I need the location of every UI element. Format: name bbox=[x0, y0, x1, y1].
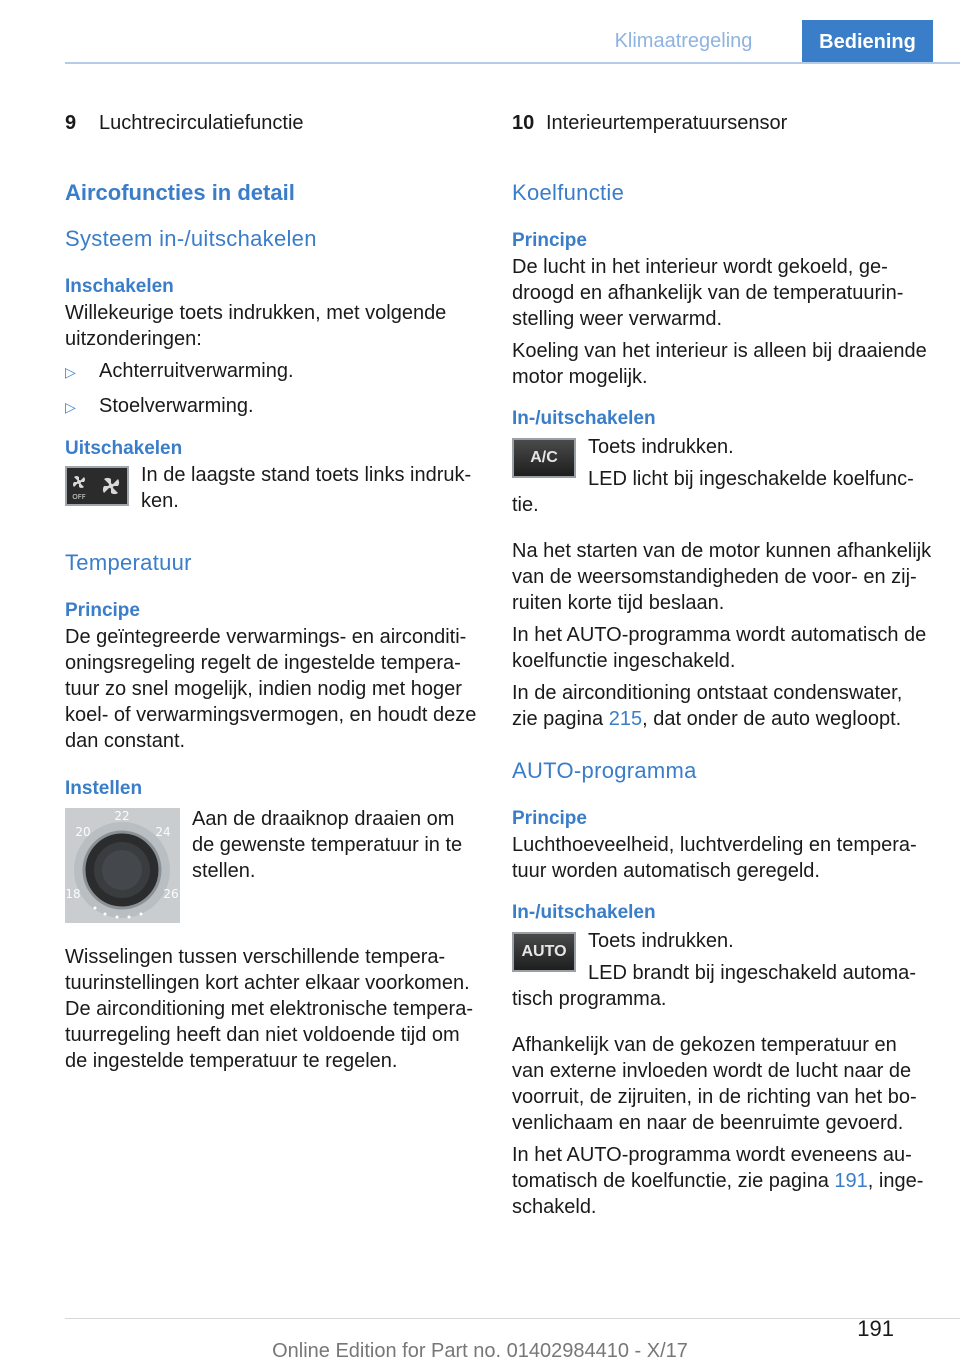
inschakelen-text: Willekeurige toets indrukken, met volgende uitzonderingen: bbox=[65, 302, 447, 350]
dial-label: 18 bbox=[65, 887, 81, 901]
text-span: , ingeschakeld. bbox=[512, 1170, 924, 1218]
right-column bbox=[512, 110, 932, 1226]
page-number: 191 bbox=[857, 1316, 894, 1341]
ac-button-image bbox=[512, 438, 576, 478]
koel-p2: Koeling van het interieur is alleen bij draaiende motor mogelijk. bbox=[512, 340, 927, 388]
triangle-bullet-icon: ▷ bbox=[65, 399, 76, 415]
fan-off-button-image bbox=[65, 466, 129, 511]
page-link-191[interactable]: 191 bbox=[834, 1170, 868, 1192]
ac-line1: Toets indrukken. bbox=[588, 436, 734, 458]
heading-uitschakelen: Uitschakelen bbox=[65, 438, 183, 459]
header-section-label: Klimaatregeling bbox=[614, 30, 753, 52]
edition-text: Online Edition for Part no. 01402984410 - X/17 bbox=[272, 1340, 688, 1362]
heading-aircofuncties: Aircofuncties in detail bbox=[65, 180, 295, 205]
uitschakelen-block bbox=[65, 462, 479, 520]
temperature-dial-image bbox=[65, 808, 180, 928]
heading-principe: Principe bbox=[512, 808, 587, 829]
auto-line1: Toets indrukken. bbox=[588, 930, 734, 952]
off-label: OFF bbox=[72, 493, 86, 501]
legend-number: 10 bbox=[512, 112, 535, 134]
heading-principe: Principe bbox=[512, 230, 587, 251]
heading-koelfunctie: Koelfunctie bbox=[512, 180, 625, 205]
heading-instellen: Instellen bbox=[65, 778, 143, 799]
dial-label: 22 bbox=[114, 809, 130, 823]
auto-block bbox=[512, 928, 932, 1018]
heading-temperatuur: Temperatuur bbox=[65, 550, 192, 575]
triangle-bullet-icon: ▷ bbox=[65, 364, 76, 380]
heading-auto-programma: AUTO-programma bbox=[512, 758, 697, 783]
instellen-text: Aan de draaiknop draaien om de gewenste temperatuur in te stellen. bbox=[192, 808, 463, 882]
heading-inuitschakelen: In-/uitschakelen bbox=[512, 902, 656, 923]
auto-line2: LED brandt bij ingeschakeld automatisch programma. bbox=[512, 962, 916, 1010]
koel-p1: De lucht in het interieur wordt gekoeld, gedroogd en afhankelijk van de temperatuurinstelling weer verwarmd. bbox=[512, 256, 904, 330]
heading-principe: Principe bbox=[65, 600, 140, 621]
dial-label: 24 bbox=[155, 825, 171, 839]
heading-systeem: Systeem in-/uitschakelen bbox=[65, 226, 317, 251]
list-item-text: Achterruitverwarming. bbox=[99, 360, 294, 382]
uitschakelen-text: In de laagste stand toets links indrukken. bbox=[141, 464, 472, 512]
temperature-dial-icon bbox=[65, 808, 180, 923]
dial-label: 20 bbox=[75, 825, 91, 839]
ac-block bbox=[512, 434, 932, 524]
footer-divider bbox=[65, 1318, 960, 1319]
auto-p2: Afhankelijk van de gekozen temperatuur en van externe invloeden wordt de lucht naar de voorruit, de zijruiten, in de richting van het bovenlichaam en naar de beenruimte gevoerd. bbox=[512, 1034, 917, 1134]
list-item bbox=[65, 393, 479, 420]
koel-p3: Na het starten van de motor kunnen afhankelijk van de weersomstandigheden de voor- en zijruiten korte tijd beslaan. bbox=[512, 540, 932, 614]
legend-item-9 bbox=[65, 110, 479, 136]
wisselingen-text: Wisselingen tussen verschillende temperatuurinstellingen kort achter elkaar voorkomen. De airconditioning met elektronische temperatuurregeling heeft dan niet voldoende tijd om de ingestelde temperatuur te regelen. bbox=[65, 946, 473, 1072]
auto-p3 bbox=[512, 1142, 932, 1220]
dial-label: 26 bbox=[163, 887, 179, 901]
legend-number: 9 bbox=[65, 112, 77, 134]
text-span: In de airconditioning ontstaat condenswater, zie pagina bbox=[512, 682, 903, 730]
instellen-block bbox=[65, 806, 479, 932]
heading-inuitschakelen: In-/uitschakelen bbox=[512, 408, 656, 429]
ac-button-label: A/C bbox=[512, 438, 576, 478]
page-header bbox=[65, 0, 960, 64]
auto-button-image bbox=[512, 932, 576, 972]
koel-p5 bbox=[512, 680, 932, 732]
text-span: In het AUTO-programma wordt eveneens automatisch de koelfunctie, zie pagina bbox=[512, 1144, 912, 1192]
legend-text: Interieurtemperatuursensor bbox=[546, 112, 788, 134]
header-tab: Bediening bbox=[802, 20, 933, 62]
auto-button-label: AUTO bbox=[512, 932, 576, 972]
koel-p4: In het AUTO-programma wordt automatisch de koelfunctie ingeschakeld. bbox=[512, 624, 927, 672]
auto-p1: Luchthoeveelheid, luchtverdeling en temperatuur worden automatisch geregeld. bbox=[512, 834, 917, 882]
text-span: , dat onder de auto wegloopt. bbox=[642, 708, 902, 730]
legend-item-10 bbox=[512, 110, 932, 136]
page-link-215[interactable]: 215 bbox=[608, 708, 643, 730]
legend-text: Luchtrecirculatiefunctie bbox=[99, 112, 304, 134]
list-item bbox=[65, 358, 479, 385]
heading-inschakelen: Inschakelen bbox=[65, 276, 174, 297]
fan-off-icon bbox=[65, 466, 129, 506]
temperatuur-principe-text: De geïntegreerde verwarmings- en airconditioningsregeling regelt de ingestelde temperatuur zo snel mogelijk, indien nodig met hoger koel- of verwarmingsvermogen, en houdt deze dan constant. bbox=[65, 626, 477, 752]
left-column bbox=[65, 110, 479, 1080]
list-item-text: Stoelverwarming. bbox=[99, 395, 254, 417]
ac-line2: LED licht bij ingeschakelde koelfunctie. bbox=[512, 468, 914, 516]
